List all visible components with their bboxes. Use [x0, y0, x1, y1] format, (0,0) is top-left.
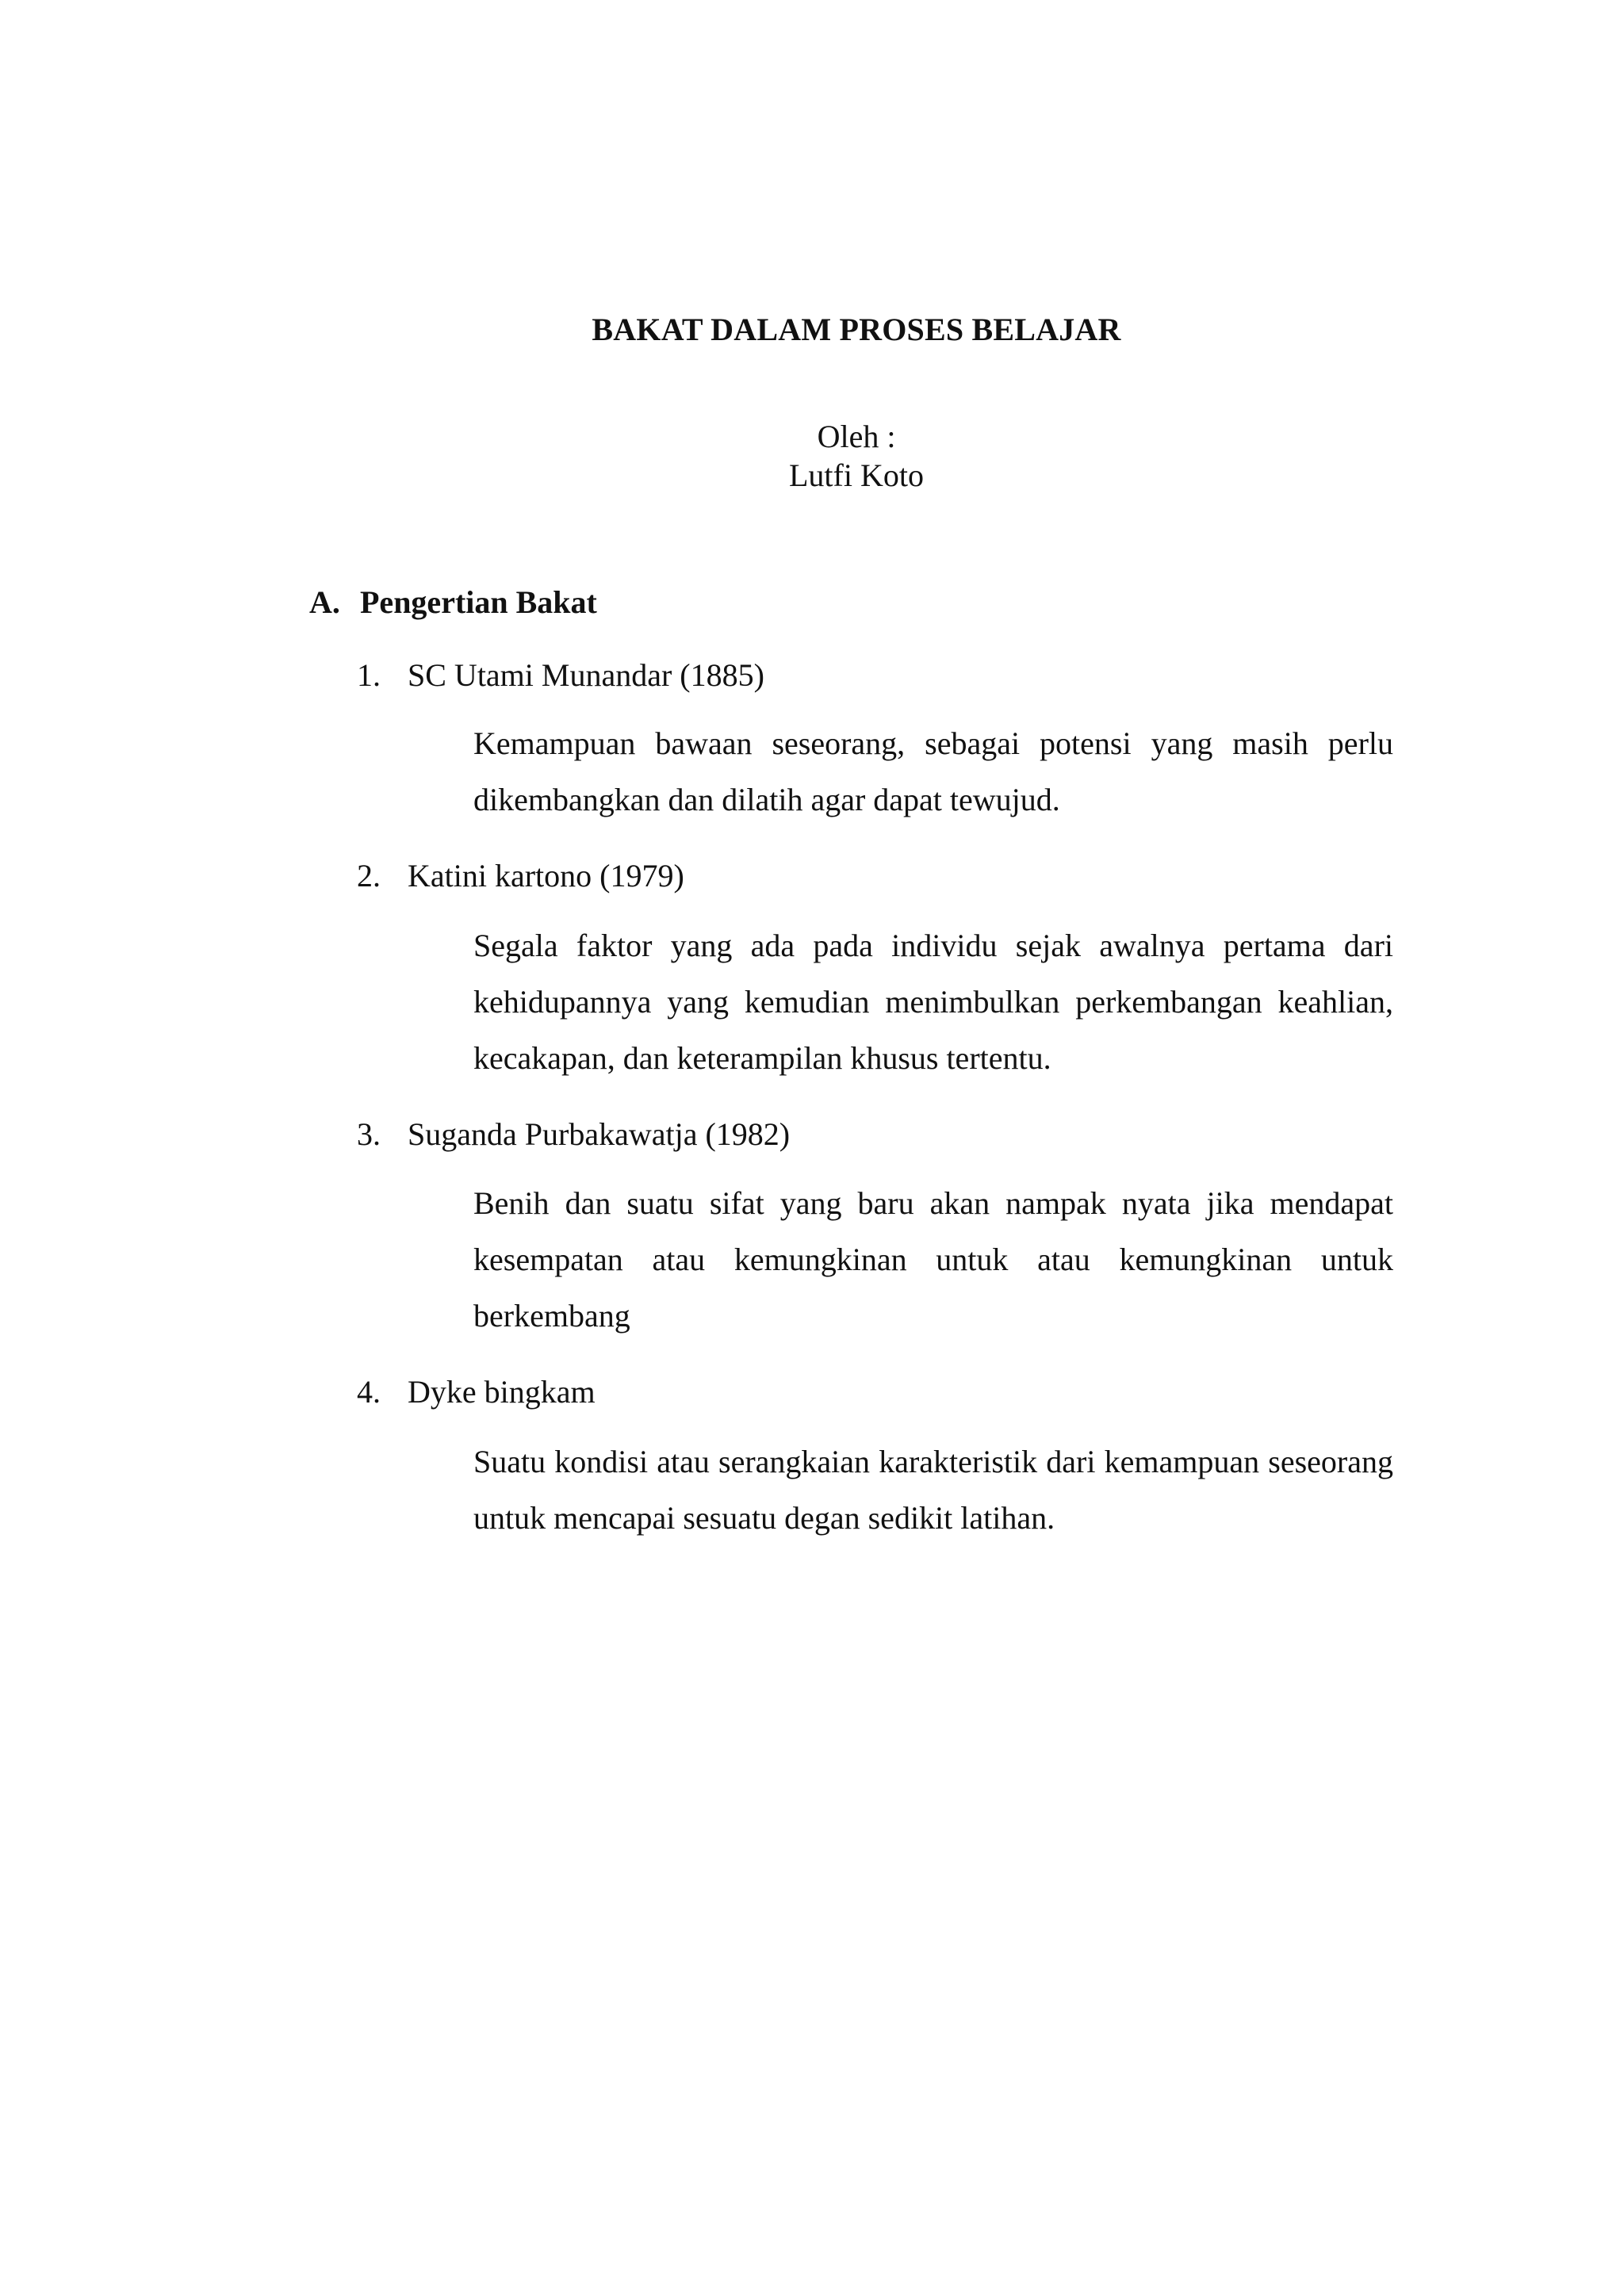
list-item-title-text: Suganda Purbakawatja (1982) — [408, 1116, 791, 1152]
list-item-title — [357, 854, 684, 898]
list-item-body: Benih dan suatu sifat yang baru akan nampak nyata jika mendapat kesempatan atau kemungkinan untuk atau kemungkinan untuk berkembang — [473, 1185, 1393, 1334]
byline — [0, 417, 1624, 495]
list-item-title-text: SC Utami Munandar (1885) — [408, 657, 764, 693]
list-item-title — [357, 1112, 790, 1157]
list-item-title-text: Katini kartono (1979) — [408, 858, 684, 894]
list-item-body: Kemampuan bawaan seseorang, sebagai potensi yang masih perlu dikembangkan dan dilatih agar dapat tewujud. — [473, 725, 1393, 817]
list-item-title — [357, 1370, 596, 1414]
section-letter: A. — [309, 584, 340, 620]
list-item-title — [357, 653, 764, 698]
list-item-body: Suatu kondisi atau serangkaian karakteristik dari kemampuan seseorang untuk mencapai sesuatu degan sedikit latihan. — [473, 1444, 1393, 1536]
document-title: BAKAT DALAM PROSES BELAJAR — [592, 312, 1121, 347]
list-item-body: Segala faktor yang ada pada individu sejak awalnya pertama dari kehidupannya yang kemudian menimbulkan perkembangan keahlian, kecakapan, dan keterampilan khusus tertentu. — [473, 928, 1393, 1076]
author-name: Lutfi Koto — [789, 457, 924, 493]
list-item-title-text: Dyke bingkam — [408, 1374, 596, 1410]
list-item-number: 1. — [357, 657, 381, 693]
section-heading — [309, 580, 597, 625]
byline-label: Oleh : — [817, 419, 896, 454]
list-item-number: 3. — [357, 1116, 381, 1152]
list-item-number: 4. — [357, 1374, 381, 1410]
list-item-number: 2. — [357, 858, 381, 894]
section-heading-text: Pengertian Bakat — [360, 584, 597, 620]
